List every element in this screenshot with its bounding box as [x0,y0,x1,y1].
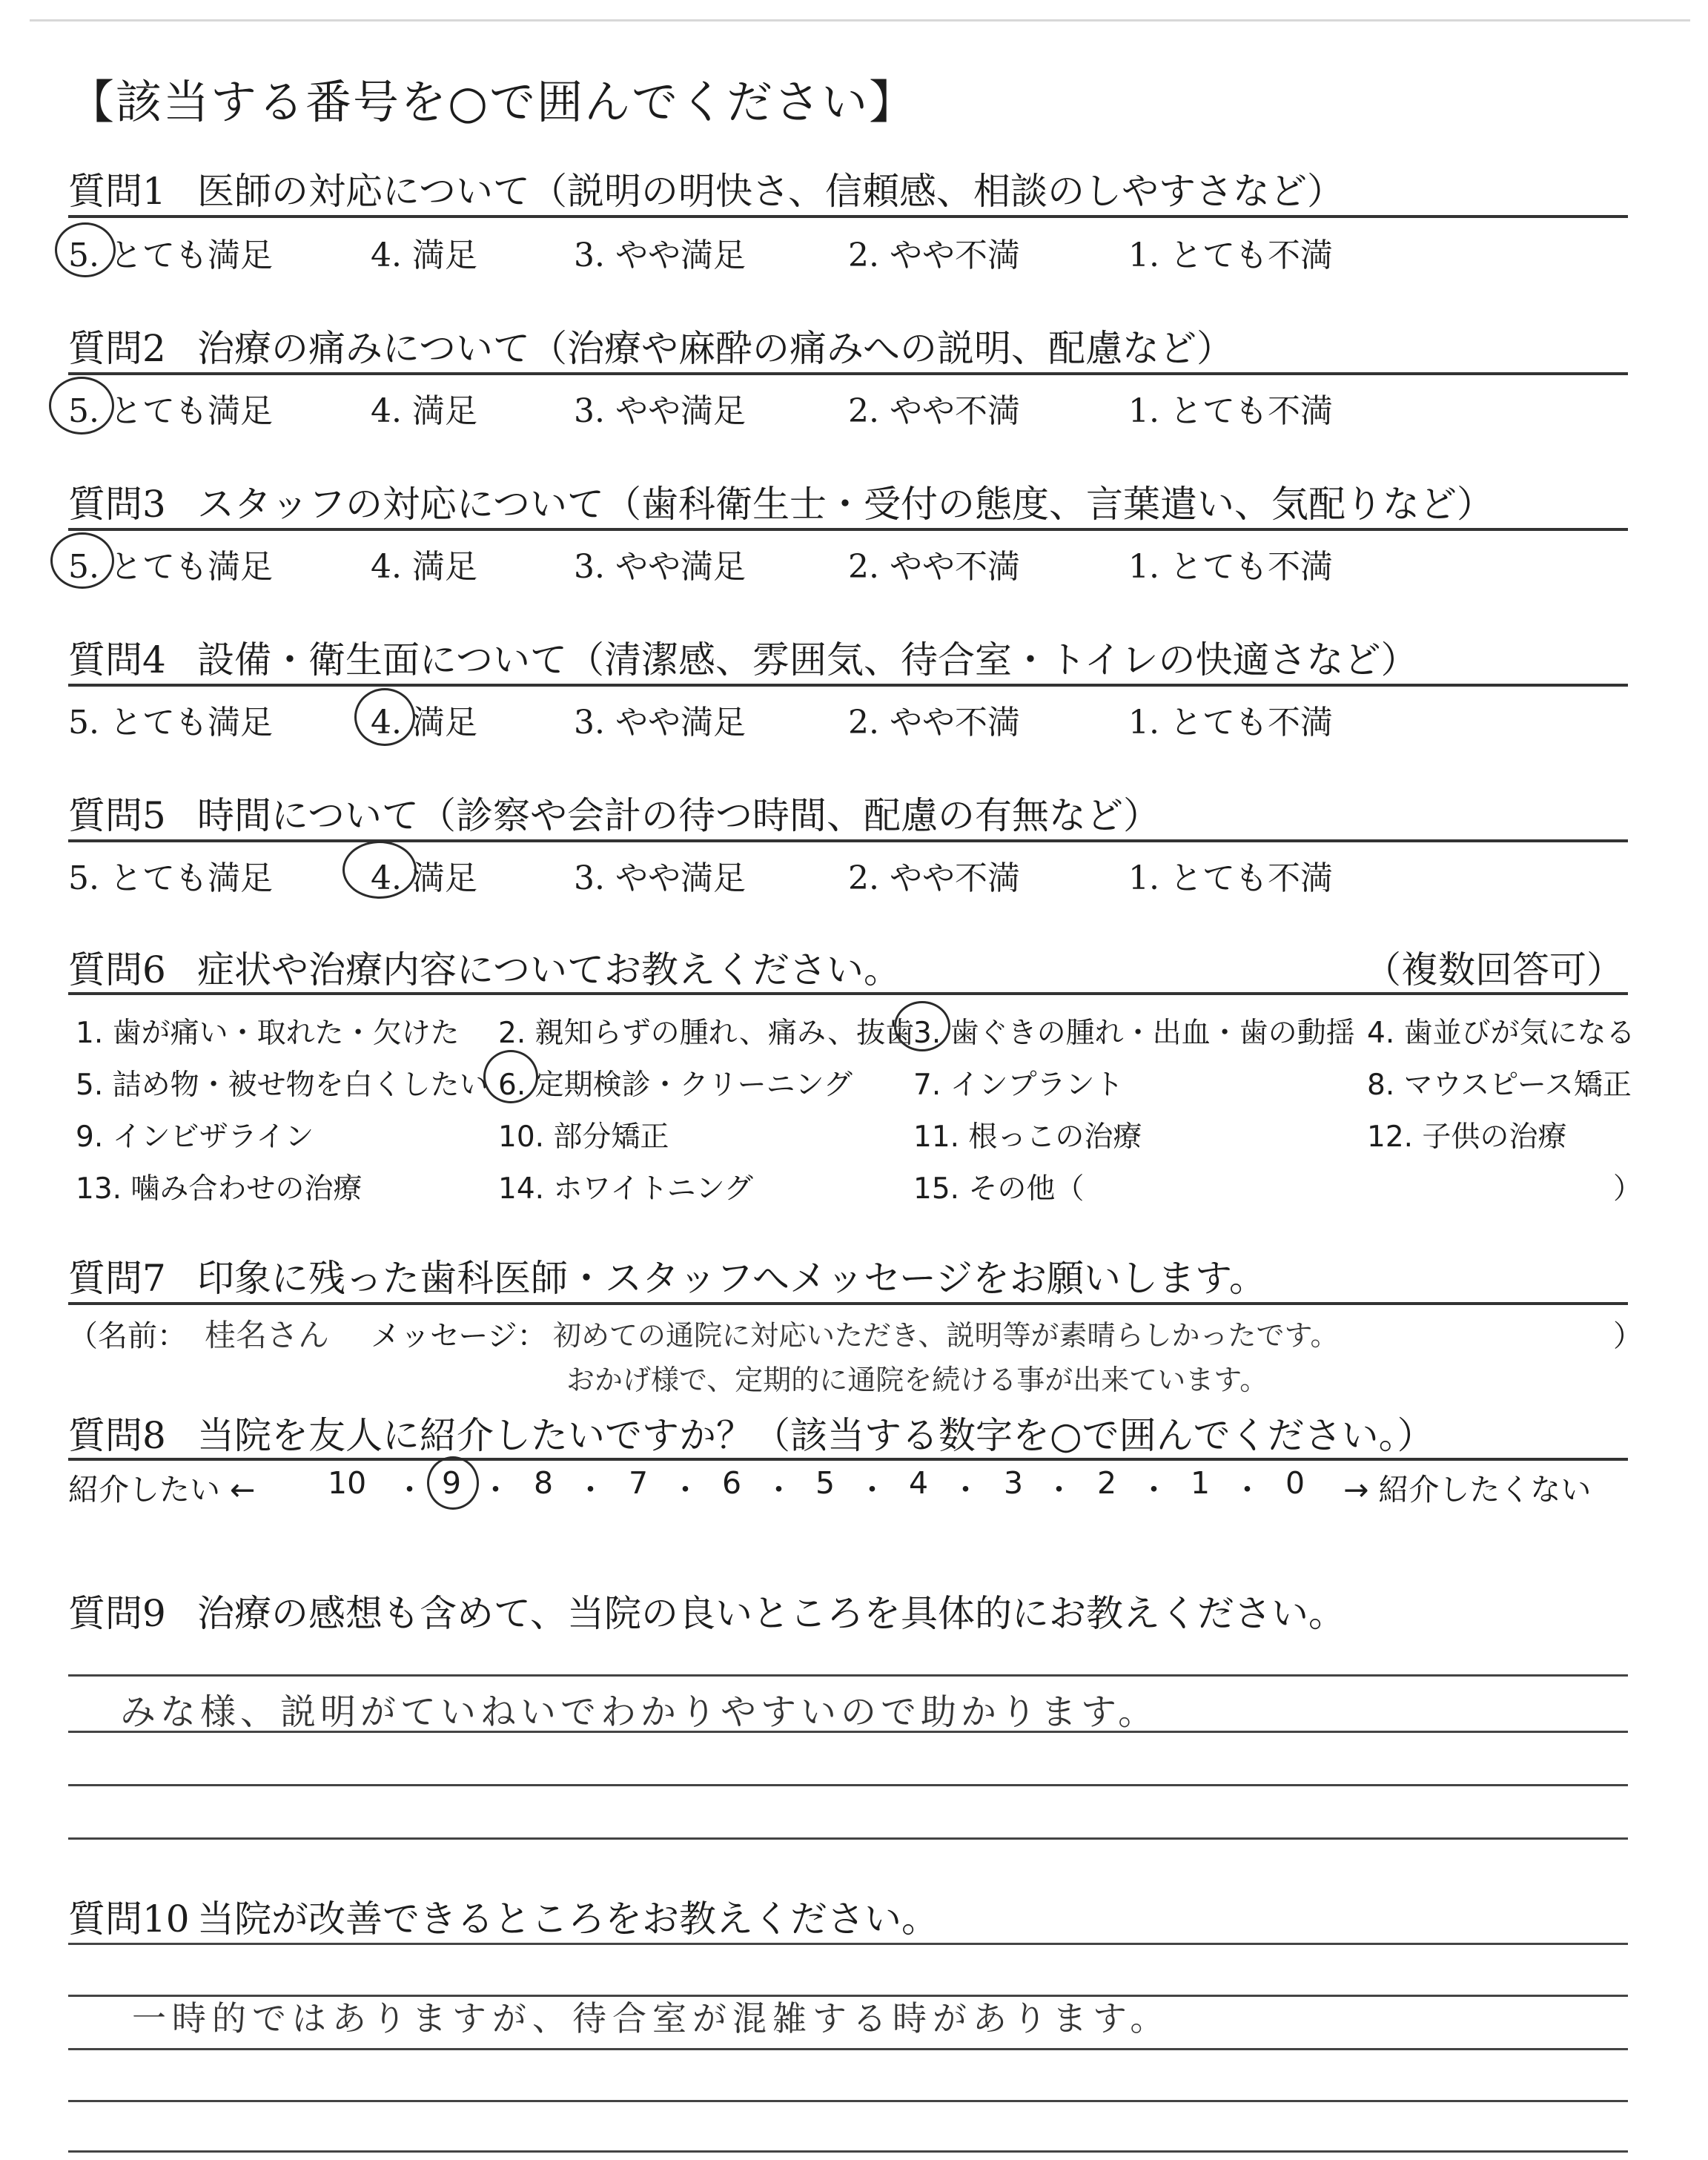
selection-circle [354,688,415,746]
question-text: 当院を友人に紹介したいですか？（該当する数字を○で囲んでください。） [197,1414,1434,1457]
question-text: 治療の痛みについて（治療や麻酔の痛みへの説明、配慮など） [197,327,1234,370]
answer-line [68,1943,1628,1945]
scale-dot: ・ [764,1472,794,1507]
symptom-option[interactable]: 5. 詰め物・被せ物を白くしたい [76,1069,489,1102]
answer-line [68,1731,1628,1733]
answer-row-q4 [68,696,1628,740]
answer-line [68,2048,1628,2050]
symptom-option[interactable]: 8. マウスピース矯正 [1367,1069,1632,1102]
scale-value[interactable]: 3 [1004,1465,1024,1501]
option-2[interactable]: 2. やや不満 [848,237,1020,274]
divider [68,992,1628,995]
divider [68,215,1628,218]
message-line-2: おかげ様で、定期的に通院を続ける事が出来ています。 [566,1364,1268,1396]
message-line-1: 初めての通院に対応いただき、説明等が素晴らしかったです。 [553,1319,1339,1352]
question-number: 質問2 [68,327,166,370]
symptom-option[interactable]: 14. ホワイトニング [498,1172,753,1206]
question-number: 質問10 [68,1898,190,1941]
answer-row-q1 [68,228,1628,273]
option-3[interactable]: 3. やや満足 [574,704,746,742]
divider [68,684,1628,687]
scale-dot: ・ [575,1472,606,1507]
selection-circle [50,532,114,589]
option-5[interactable]: 5. とても満足 [68,237,273,274]
option-4[interactable]: 4. 満足 [371,392,477,430]
option-4[interactable]: 4. 満足 [371,237,477,274]
scale-value[interactable]: 8 [534,1465,554,1501]
question-number: 質問7 [68,1257,166,1300]
symptom-option[interactable]: 3. 歯ぐきの腫れ・出血・歯の動揺 [913,1017,1355,1050]
name-value: 桂名さん [205,1317,330,1353]
scale-value[interactable]: 7 [629,1465,649,1501]
question-number: 質問6 [68,948,166,991]
option-3[interactable]: 3. やや満足 [574,548,746,586]
symptom-option[interactable]: 6. 定期検診・クリーニング [498,1069,853,1102]
answer-line [68,1784,1628,1786]
divider [68,1458,1628,1461]
scale-left-label: 紹介したい ← [68,1472,256,1507]
scale-dot: ・ [670,1472,701,1507]
scale-value[interactable]: 5 [815,1465,835,1501]
option-4[interactable]: 4. 満足 [371,859,477,897]
question-number: 質問9 [68,1592,166,1635]
answer-row-q5 [68,851,1628,896]
selection-circle [894,1001,950,1051]
question-4 [68,630,1418,684]
question-text: 設備・衛生面について（清潔感、雰囲気、待合室・トイレの快適さなど） [197,638,1418,681]
question-8 [68,1406,1434,1459]
question-1 [68,162,1344,215]
multiple-answer-note: （複数回答可） [1364,948,1623,991]
option-4[interactable]: 4. 満足 [371,704,477,742]
option-2[interactable]: 2. やや不満 [848,859,1020,897]
selection-circle [483,1050,538,1103]
scale-dot: ・ [950,1472,981,1507]
option-1[interactable]: 1. とても不満 [1128,548,1333,586]
divider [68,528,1628,531]
scale-value[interactable]: 4 [909,1465,929,1501]
question-3 [68,475,1494,528]
scale-dot: ・ [1139,1472,1169,1507]
selection-circle [55,222,116,277]
scale-dot: ・ [480,1472,511,1507]
question-text: 症状や治療内容についてお教えください。 [197,948,901,991]
symptom-option[interactable]: 2. 親知らずの腫れ、痛み、抜歯 [498,1017,915,1050]
question-text: スタッフの対応について（歯科衛生士・受付の態度、言葉遣い、気配りなど） [197,483,1494,526]
question-number: 質問1 [68,170,166,213]
scale-right-label: → 紹介したくない [1343,1472,1592,1507]
form-instruction: 【該当する番号を○で囲んでください】 [68,75,917,129]
close-paren: ） [1613,1319,1643,1353]
option-1[interactable]: 1. とても不満 [1128,392,1333,430]
answer-row-q3 [68,540,1628,584]
option-5[interactable]: 5. とても満足 [68,859,273,897]
answer-line [68,1674,1628,1677]
option-1[interactable]: 1. とても不満 [1128,859,1333,897]
symptom-option[interactable]: 10. 部分矯正 [498,1120,669,1154]
message-label: メッセージ： [371,1319,547,1353]
option-3[interactable]: 3. やや満足 [574,392,746,430]
scale-value[interactable]: 9 [442,1465,462,1501]
scale-dot: ・ [1044,1472,1074,1507]
question-text: 当院が改善できるところをお教えください。 [197,1898,939,1941]
option-5[interactable]: 5. とても満足 [68,704,273,742]
option-2[interactable]: 2. やや不満 [848,392,1020,430]
scale-dot: ・ [1232,1472,1262,1507]
option-1[interactable]: 1. とても不満 [1128,237,1333,274]
answer-line [68,2150,1628,2153]
option-2[interactable]: 2. やや不満 [848,704,1020,742]
question-7 [68,1249,1266,1302]
symptom-option[interactable]: 13. 噛み合わせの治療 [76,1172,363,1206]
divider [68,372,1628,375]
question-number: 質問5 [68,794,166,837]
option-3[interactable]: 3. やや満足 [574,237,746,274]
scale-value[interactable]: 2 [1097,1465,1117,1501]
scale-dot: ・ [857,1472,887,1507]
option-5[interactable]: 5. とても満足 [68,548,273,586]
question-6 [68,940,901,994]
question-5 [68,786,1160,839]
symptom-option[interactable]: 4. 歯並びが気になる [1367,1017,1635,1050]
other-close-paren: ） [1613,1172,1643,1206]
answer-q10: 一時的ではありますが、待合室が混雑する時があります。 [132,1998,1171,2038]
question-text: 印象に残った歯科医師・スタッフへメッセージをお願いします。 [197,1257,1266,1300]
option-3[interactable]: 3. やや満足 [574,859,746,897]
symptom-option[interactable]: 7. インプラント [913,1069,1124,1102]
symptom-option[interactable]: 15. その他（ [913,1172,1085,1206]
option-2[interactable]: 2. やや不満 [848,548,1020,586]
selection-circle [49,377,114,435]
symptom-option[interactable]: 11. 根っこの治療 [913,1120,1142,1154]
scale-dot: ・ [394,1472,425,1507]
answer-q9: みな様、説明がていねいでわかりやすいので助かります。 [120,1691,1159,1733]
top-border [30,19,1690,22]
answer-row-q2 [68,384,1628,429]
scale-value[interactable]: 6 [722,1465,742,1501]
question-number: 質問3 [68,483,166,526]
question-9 [68,1584,1345,1637]
scale-value[interactable]: 10 [328,1465,367,1501]
selection-circle [427,1456,479,1510]
name-label: （名前： [68,1319,187,1353]
question-text: 治療の感想も含めて、当院の良いところを具体的にお教えください。 [197,1592,1345,1635]
symptom-option[interactable]: 9. インビザライン [76,1120,314,1154]
question-number: 質問8 [68,1414,166,1457]
question-text: 医師の対応について（説明の明快さ、信頼感、相談のしやすさなど） [197,170,1344,213]
scale-value[interactable]: 0 [1285,1465,1305,1501]
selection-circle [342,841,417,899]
question-number: 質問4 [68,638,166,681]
scale-value[interactable]: 1 [1191,1465,1211,1501]
question-10 [68,1889,939,1943]
question-2 [68,319,1234,372]
answer-line [68,1837,1628,1840]
option-1[interactable]: 1. とても不満 [1128,704,1333,742]
option-5[interactable]: 5. とても満足 [68,392,273,430]
question-text: 時間について（診察や会計の待つ時間、配慮の有無など） [197,794,1160,837]
option-4[interactable]: 4. 満足 [371,548,477,586]
symptom-option[interactable]: 12. 子供の治療 [1367,1120,1567,1154]
answer-line [68,2100,1628,2102]
recommend-scale [68,1465,1655,1510]
symptom-option[interactable]: 1. 歯が痛い・取れた・欠けた [76,1017,460,1050]
divider [68,1302,1628,1305]
divider [68,839,1628,842]
